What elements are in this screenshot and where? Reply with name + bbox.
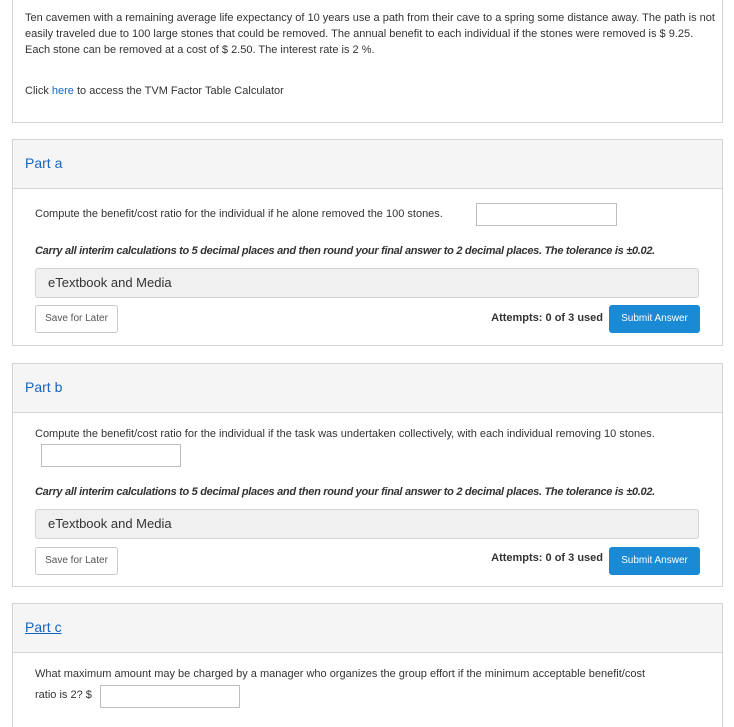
part-c-card — [12, 603, 723, 727]
part-c-answer-input[interactable] — [100, 685, 240, 708]
part-b-save-for-later-button[interactable]: Save for Later — [35, 547, 118, 575]
part-b-question: Compute the benefit/cost ratio for the individual if the task was undertaken collectively, with each individual removing 10 stones. — [35, 428, 655, 440]
part-a-attempts: Attempts: 0 of 3 used — [491, 312, 603, 324]
part-b-header — [13, 364, 722, 413]
part-b-attempts: Attempts: 0 of 3 used — [491, 552, 603, 564]
problem-statement-card — [12, 0, 723, 123]
part-c-question-line2: ratio is 2? $ — [35, 689, 92, 701]
part-a-rounding-note: Carry all interim calculations to 5 decimal places and then round your final answer to 2 decimal places. The tolerance is ±0.02. — [35, 245, 655, 257]
tvm-calculator-link[interactable]: here — [51, 85, 74, 97]
part-c-question-line1: What maximum amount may be charged by a manager who organizes the group effort if the minimum acceptable benefit/cost — [35, 668, 645, 680]
part-a-save-for-later-button[interactable]: Save for Later — [35, 305, 118, 333]
part-a-card — [12, 139, 723, 346]
part-b-submit-button[interactable]: Submit Answer — [609, 547, 700, 575]
part-c-header — [13, 604, 722, 653]
part-a-etextbook-media[interactable]: eTextbook and Media — [35, 268, 699, 298]
part-a-question: Compute the benefit/cost ratio for the individual if he alone removed the 100 stones. — [35, 208, 443, 220]
click-prefix: Click — [25, 85, 52, 97]
part-b-title: Part b — [25, 379, 63, 395]
part-b-answer-input[interactable] — [41, 444, 181, 467]
click-suffix: to access the TVM Factor Table Calculator — [73, 85, 284, 97]
calculator-link-line — [25, 85, 284, 97]
part-a-header — [13, 140, 722, 189]
part-b-etextbook-media[interactable]: eTextbook and Media — [35, 509, 699, 539]
part-a-submit-button[interactable]: Submit Answer — [609, 305, 700, 333]
part-c-title: Part c — [25, 619, 62, 635]
problem-text: Ten cavemen with a remaining average life expectancy of 10 years use a path from their cave to a spring some distance away. The path is not easily traveled due to 100 large stones that could be removed. The annual benefit to each individual if the stones were removed is $ 9.25. Each stone can be removed at a cost of $ 2.50. The interest rate is 2 %. — [25, 12, 715, 56]
part-a-title: Part a — [25, 155, 63, 171]
part-b-card — [12, 363, 723, 587]
part-b-rounding-note: Carry all interim calculations to 5 decimal places and then round your final answer to 2 decimal places. The tolerance is ±0.02. — [35, 486, 655, 498]
part-a-answer-input[interactable] — [476, 203, 617, 226]
